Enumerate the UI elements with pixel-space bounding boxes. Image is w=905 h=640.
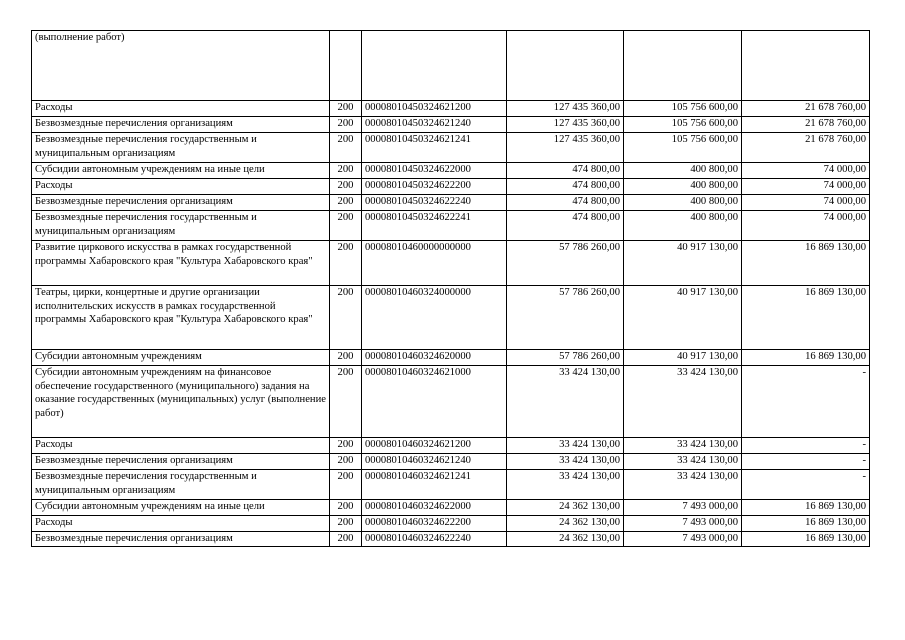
- row-name-cell: Безвозмездные перечисления организациям: [32, 454, 330, 470]
- row-value3-cell: -: [742, 470, 870, 500]
- row-value1-cell: 127 435 360,00: [507, 133, 624, 163]
- row-value2-cell: 105 756 600,00: [624, 133, 742, 163]
- row-csr-cell: 00008010460324621200: [362, 438, 507, 454]
- row-csr-cell: 00008010450324621240: [362, 117, 507, 133]
- row-name-cell: Безвозмездные перечисления государственным и муниципальным организациям: [32, 470, 330, 500]
- row-code-cell: 200: [330, 366, 362, 438]
- row-value2-cell: 7 493 000,00: [624, 500, 742, 516]
- budget-table: [31, 30, 870, 547]
- row-value3-cell: 16 869 130,00: [742, 532, 870, 547]
- row-name-cell: Субсидии автономным учреждениям на иные цели: [32, 163, 330, 179]
- row-value2-cell: 33 424 130,00: [624, 438, 742, 454]
- table-row: [32, 500, 870, 516]
- row-value1-cell: 57 786 260,00: [507, 241, 624, 286]
- row-name-cell: Безвозмездные перечисления государственным и муниципальным организациям: [32, 211, 330, 241]
- row-value2-cell: [624, 31, 742, 101]
- row-name-cell: Субсидии автономным учреждениям на иные цели: [32, 500, 330, 516]
- row-value2-cell: 105 756 600,00: [624, 117, 742, 133]
- row-value2-cell: 40 917 130,00: [624, 350, 742, 366]
- row-code-cell: 200: [330, 470, 362, 500]
- row-name-cell: (выполнение работ): [32, 31, 330, 101]
- row-name-cell: Расходы: [32, 179, 330, 195]
- table-row: [32, 211, 870, 241]
- row-csr-cell: 00008010460324000000: [362, 286, 507, 350]
- row-code-cell: 200: [330, 117, 362, 133]
- row-value2-cell: 400 800,00: [624, 211, 742, 241]
- budget-table-body: [32, 31, 870, 547]
- row-value1-cell: 33 424 130,00: [507, 454, 624, 470]
- table-row: [32, 117, 870, 133]
- row-value1-cell: 24 362 130,00: [507, 516, 624, 532]
- row-csr-cell: 00008010450324622200: [362, 179, 507, 195]
- row-value2-cell: 33 424 130,00: [624, 366, 742, 438]
- row-code-cell: 200: [330, 438, 362, 454]
- row-value3-cell: 21 678 760,00: [742, 133, 870, 163]
- row-value1-cell: 57 786 260,00: [507, 286, 624, 350]
- table-row: [32, 31, 870, 101]
- table-row: [32, 286, 870, 350]
- row-value2-cell: 400 800,00: [624, 179, 742, 195]
- row-code-cell: 200: [330, 532, 362, 547]
- row-value2-cell: 7 493 000,00: [624, 516, 742, 532]
- row-name-cell: Развитие циркового искусства в рамках государственной программы Хабаровского края "Культура Хабаровского края": [32, 241, 330, 286]
- row-name-cell: Расходы: [32, 101, 330, 117]
- row-csr-cell: 00008010460324621000: [362, 366, 507, 438]
- row-value2-cell: 33 424 130,00: [624, 470, 742, 500]
- table-row: [32, 241, 870, 286]
- row-code-cell: 200: [330, 163, 362, 179]
- row-value2-cell: 40 917 130,00: [624, 241, 742, 286]
- table-row: [32, 366, 870, 438]
- row-name-cell: Субсидии автономным учреждениям: [32, 350, 330, 366]
- row-name-cell: Расходы: [32, 438, 330, 454]
- row-code-cell: 200: [330, 133, 362, 163]
- row-code-cell: 200: [330, 454, 362, 470]
- row-value1-cell: 127 435 360,00: [507, 101, 624, 117]
- row-csr-cell: 00008010460324620000: [362, 350, 507, 366]
- row-code-cell: 200: [330, 500, 362, 516]
- row-value2-cell: 400 800,00: [624, 195, 742, 211]
- table-row: [32, 179, 870, 195]
- row-value3-cell: -: [742, 454, 870, 470]
- row-code-cell: 200: [330, 350, 362, 366]
- table-row: [32, 163, 870, 179]
- row-value3-cell: 21 678 760,00: [742, 101, 870, 117]
- row-value1-cell: 33 424 130,00: [507, 438, 624, 454]
- row-value3-cell: 16 869 130,00: [742, 241, 870, 286]
- row-csr-cell: [362, 31, 507, 101]
- row-value3-cell: 21 678 760,00: [742, 117, 870, 133]
- row-csr-cell: 00008010450324622241: [362, 211, 507, 241]
- row-code-cell: [330, 31, 362, 101]
- row-value1-cell: 24 362 130,00: [507, 532, 624, 547]
- row-csr-cell: 00008010460000000000: [362, 241, 507, 286]
- row-value1-cell: [507, 31, 624, 101]
- row-value3-cell: -: [742, 366, 870, 438]
- row-code-cell: 200: [330, 195, 362, 211]
- row-value3-cell: 74 000,00: [742, 179, 870, 195]
- row-value1-cell: 57 786 260,00: [507, 350, 624, 366]
- row-value1-cell: 33 424 130,00: [507, 470, 624, 500]
- table-row: [32, 101, 870, 117]
- row-value3-cell: 74 000,00: [742, 211, 870, 241]
- row-code-cell: 200: [330, 101, 362, 117]
- row-value3-cell: 16 869 130,00: [742, 350, 870, 366]
- table-row: [32, 350, 870, 366]
- row-value3-cell: 74 000,00: [742, 195, 870, 211]
- row-code-cell: 200: [330, 211, 362, 241]
- row-csr-cell: 00008010460324622200: [362, 516, 507, 532]
- row-value2-cell: 105 756 600,00: [624, 101, 742, 117]
- row-value1-cell: 474 800,00: [507, 211, 624, 241]
- row-value2-cell: 40 917 130,00: [624, 286, 742, 350]
- row-name-cell: Субсидии автономным учреждениям на финансовое обеспечение государственного (муниципального) задания на оказание государственных (муниципальных) услуг (выполнение работ): [32, 366, 330, 438]
- row-value2-cell: 7 493 000,00: [624, 532, 742, 547]
- row-value1-cell: 127 435 360,00: [507, 117, 624, 133]
- row-name-cell: Театры, цирки, концертные и другие организации исполнительских искусств в рамках государственной программы Хабаровского края "Культура Хабаровского края": [32, 286, 330, 350]
- row-value1-cell: 474 800,00: [507, 195, 624, 211]
- row-value1-cell: 24 362 130,00: [507, 500, 624, 516]
- table-row: [32, 438, 870, 454]
- row-name-cell: Расходы: [32, 516, 330, 532]
- row-value1-cell: 474 800,00: [507, 163, 624, 179]
- row-value1-cell: 474 800,00: [507, 179, 624, 195]
- row-value1-cell: 33 424 130,00: [507, 366, 624, 438]
- row-value3-cell: 16 869 130,00: [742, 516, 870, 532]
- row-csr-cell: 00008010450324621200: [362, 101, 507, 117]
- table-row: [32, 133, 870, 163]
- table-row: [32, 532, 870, 547]
- row-csr-cell: 00008010460324622000: [362, 500, 507, 516]
- row-value3-cell: 16 869 130,00: [742, 286, 870, 350]
- row-value2-cell: 400 800,00: [624, 163, 742, 179]
- table-row: [32, 454, 870, 470]
- row-name-cell: Безвозмездные перечисления организациям: [32, 195, 330, 211]
- row-value3-cell: [742, 31, 870, 101]
- row-csr-cell: 00008010460324622240: [362, 532, 507, 547]
- row-csr-cell: 00008010450324622000: [362, 163, 507, 179]
- row-csr-cell: 00008010450324622240: [362, 195, 507, 211]
- row-name-cell: Безвозмездные перечисления организациям: [32, 532, 330, 547]
- row-csr-cell: 00008010450324621241: [362, 133, 507, 163]
- table-row: [32, 195, 870, 211]
- row-value3-cell: -: [742, 438, 870, 454]
- row-value2-cell: 33 424 130,00: [624, 454, 742, 470]
- row-name-cell: Безвозмездные перечисления организациям: [32, 117, 330, 133]
- row-value3-cell: 74 000,00: [742, 163, 870, 179]
- row-name-cell: Безвозмездные перечисления государственным и муниципальным организациям: [32, 133, 330, 163]
- row-code-cell: 200: [330, 241, 362, 286]
- row-code-cell: 200: [330, 516, 362, 532]
- table-row: [32, 470, 870, 500]
- row-code-cell: 200: [330, 179, 362, 195]
- row-csr-cell: 00008010460324621241: [362, 470, 507, 500]
- table-row: [32, 516, 870, 532]
- row-code-cell: 200: [330, 286, 362, 350]
- row-csr-cell: 00008010460324621240: [362, 454, 507, 470]
- row-value3-cell: 16 869 130,00: [742, 500, 870, 516]
